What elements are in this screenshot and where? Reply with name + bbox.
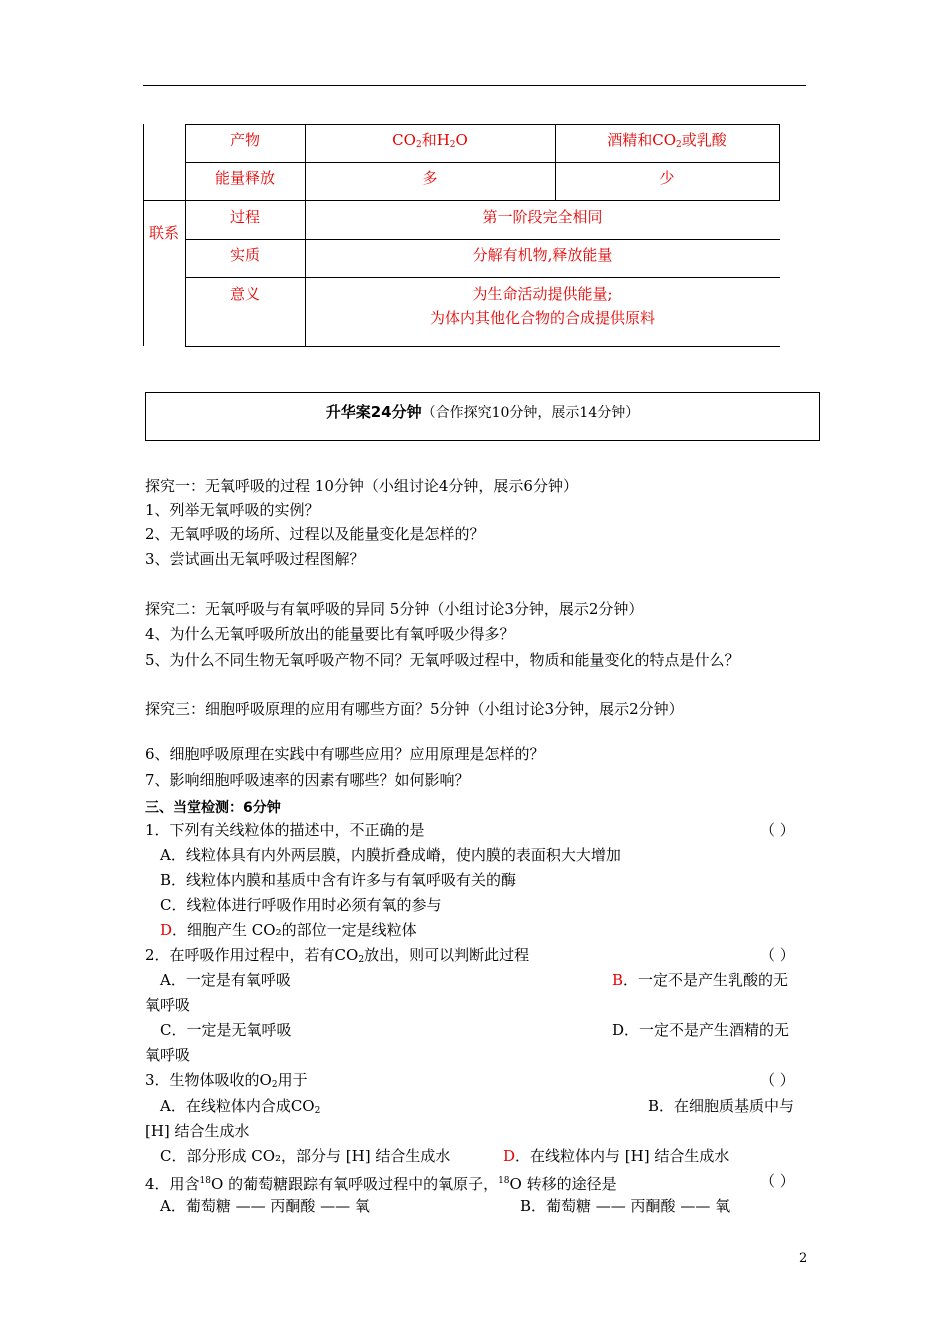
inquiry-2-title: 探究二：无氧呼吸与有氧呼吸的异同 5分钟（小组讨论3分钟，展示2分钟） (145, 600, 644, 618)
table-border (143, 200, 780, 201)
test-q2-option-d-wrap: 氧呼吸 (145, 1046, 191, 1064)
test-q1-option-b: B．线粒体内膜和基质中含有许多与有氧呼吸有关的酶 (160, 871, 517, 889)
significance-value-1: 为生命活动提供能量; (472, 285, 613, 303)
test-q3-option-b-wrap: [H] 结合生成水 (145, 1122, 250, 1140)
test-q2-option-d: D．一定不是产生酒精的无 (612, 1021, 790, 1039)
test-q2-option-a: A．一定是有氧呼吸 (160, 971, 291, 989)
table-border (185, 346, 780, 347)
table-border (185, 124, 186, 346)
question-1: 1、列举无氧呼吸的实例？ (145, 501, 320, 519)
test-q3-option-a: A．在线粒体内合成$CO_2$ (160, 1097, 321, 1116)
answer-blank-2: （ ） (760, 946, 795, 964)
test-q4: 4．用含$^{18}$O 的葡萄糖跟踪有氧呼吸过程中的氧原子，$^{18}$O 转移的途径是 (145, 1175, 617, 1193)
process-value: 第一阶段完全相同 (482, 208, 603, 226)
question-2: 2、无氧呼吸的场所、过程以及能量变化是怎样的？ (145, 525, 485, 543)
test-q2-option-b-wrap: 氧呼吸 (145, 996, 191, 1014)
table-border (185, 162, 780, 163)
table-border (185, 239, 780, 240)
test-q4-option-a: A．葡萄糖 —— 丙酮酸 —— 氧 (160, 1197, 370, 1215)
answer-blank-4: （ ） (760, 1172, 795, 1190)
test-q1-option-c: C．线粒体进行呼吸作用时必须有氧的参与 (160, 896, 442, 914)
page-number: 2 (799, 1251, 808, 1266)
question-7: 7、影响细胞呼吸速率的因素有哪些？如何影响？ (145, 771, 470, 789)
question-5: 5、为什么不同生物无氧呼吸产物不同？无氧呼吸过程中，物质和能量变化的特点是什么？ (145, 651, 740, 669)
test-q2-option-b: B．一定不是产生乳酸的无 (612, 971, 789, 989)
test-q3-option-d: D．在线粒体内与 [H] 结合生成水 (503, 1147, 730, 1165)
test-heading: 三、当堂检测：6分钟 (145, 800, 281, 816)
test-q3: 3．生物体吸收的$O_2$用于 (145, 1071, 308, 1090)
row-label-process: 过程 (229, 208, 260, 226)
inquiry-1-title: 探究一：无氧呼吸的过程 10分钟（小组讨论4分钟，展示6分钟） (145, 477, 578, 495)
test-q2: 2．在呼吸作用过程中，若有$CO_2$放出，则可以判断此过程 (145, 946, 530, 965)
test-q2-option-c: C．一定是无氧呼吸 (160, 1021, 292, 1039)
test-q1: 1．下列有关线粒体的描述中，不正确的是 (145, 821, 425, 839)
aerobic-products: $CO_2$和$H_2O$ (392, 131, 468, 150)
test-q1-option-d: D．细胞产生 CO₂的部位一定是线粒体 (160, 921, 417, 939)
lianxi-label: 联系 (148, 224, 179, 242)
section-title: 升华案24分钟（合作探究10分钟，展示14分钟） (325, 403, 640, 421)
header-rule (143, 85, 806, 86)
test-q1-option-a: A．线粒体具有内外两层膜，内膜折叠成嵴，使内膜的表面积大大增加 (160, 846, 621, 864)
table-border (185, 277, 780, 278)
answer-blank-3: （ ） (760, 1071, 795, 1089)
section-title-box (145, 392, 820, 441)
anaerobic-energy: 少 (659, 169, 675, 187)
inquiry-3-title: 探究三：细胞呼吸原理的应用有哪些方面？5分钟（小组讨论3分钟，展示2分钟） (145, 700, 684, 718)
row-label-essence: 实质 (229, 246, 260, 264)
answer-blank-1: （ ） (760, 821, 795, 839)
essence-value: 分解有机物,释放能量 (472, 246, 613, 264)
question-3: 3、尝试画出无氧呼吸过程图解？ (145, 550, 365, 568)
table-border (185, 124, 780, 125)
question-4: 4、为什么无氧呼吸所放出的能量要比有氧呼吸少得多？ (145, 625, 515, 643)
test-q4-option-b: B．葡萄糖 —— 丙酮酸 —— 氧 (520, 1197, 731, 1215)
test-q3-option-b: B．在细胞质基质中与 (648, 1097, 795, 1115)
test-q3-option-c: C．部分形成 CO₂，部分与 [H] 结合生成水 (160, 1147, 451, 1165)
row-label-significance: 意义 (229, 285, 260, 303)
row-label-products: 产物 (229, 131, 260, 149)
question-6: 6、细胞呼吸原理在实践中有哪些应用？应用原理是怎样的？ (145, 745, 545, 763)
significance-value-2: 为体内其他化合物的合成提供原料 (429, 309, 655, 327)
row-label-energy: 能量释放 (214, 169, 275, 187)
anaerobic-products: 酒精和$CO_2$或乳酸 (607, 131, 727, 150)
aerobic-energy: 多 (422, 169, 438, 187)
